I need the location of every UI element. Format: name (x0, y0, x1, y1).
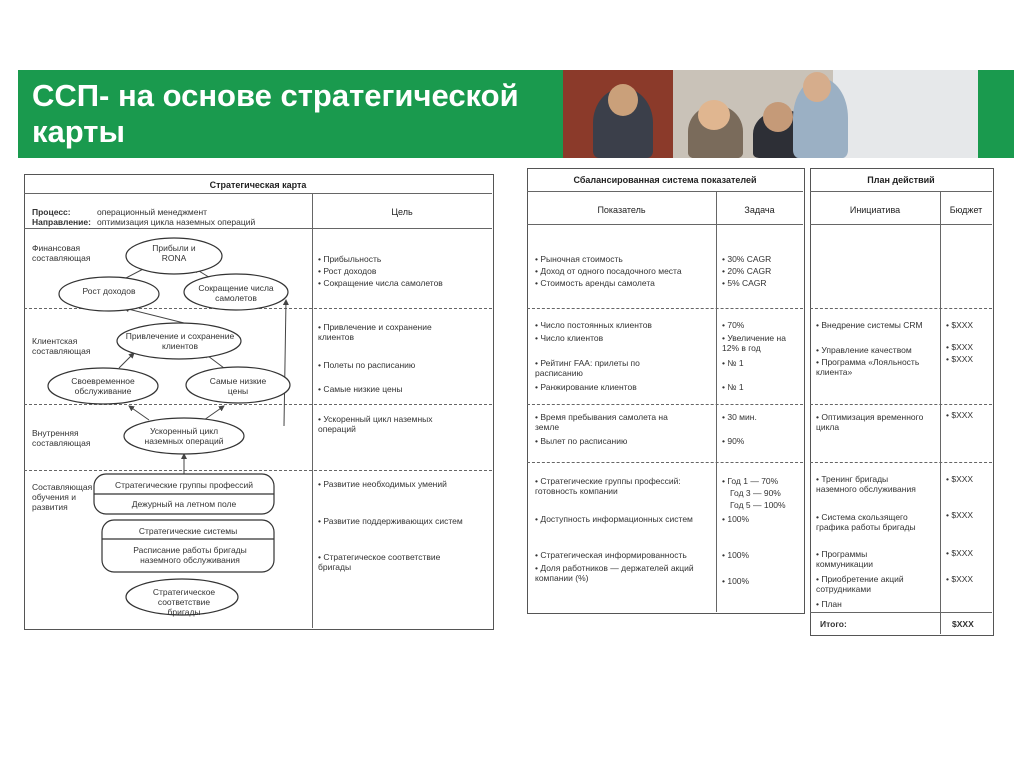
bsc-indicator: • Доход от одного посадочного места (535, 266, 682, 276)
person-face (763, 102, 793, 132)
node-ontime-label: Своевременное обслуживание (71, 376, 135, 396)
divider (940, 191, 941, 634)
bsc-target: • Год 1 — 70% (722, 476, 779, 486)
node-profit-label: Прибыли и RONA (152, 243, 196, 263)
bsc-col-indicator: Показатель (597, 205, 646, 215)
node-systems-title: Стратегические системы (138, 526, 238, 536)
slide-title (32, 78, 519, 150)
divider (527, 404, 803, 405)
goal-item: • Прибыльность (318, 254, 382, 264)
node-lowest-prices-label: Самые низкие цены (209, 376, 267, 396)
action-initiative: • Система скользящего графика работы бригады (816, 512, 916, 532)
slide-title-line2: карты (32, 114, 125, 149)
action-budget: • $XXX (946, 548, 974, 558)
action-budget: • $XXX (946, 354, 974, 364)
action-budget: • $XXX (946, 342, 974, 352)
action-col-initiative: Инициатива (849, 205, 901, 215)
action-budget: • $XXX (946, 510, 974, 520)
action-initiative: • Внедрение системы CRM (816, 320, 923, 330)
divider (810, 224, 992, 225)
node-job-groups-title: Стратегические группы профессий (114, 480, 254, 490)
bsc-target: • 90% (722, 436, 745, 446)
action-initiative: • Приобретение акций сотрудниками (816, 574, 904, 594)
action-budget: • $XXX (946, 574, 974, 584)
bsc-indicator: • Рыночная стоимость (535, 254, 623, 264)
divider (810, 404, 992, 405)
bsc-indicator: • Число постоянных клиентов (535, 320, 652, 330)
strategy-map-title: Стратегическая карта (209, 180, 307, 190)
perspective-learning: Составляющая обучения и развития (32, 482, 93, 512)
bsc-target: • № 1 (722, 382, 744, 392)
action-budget: • $XXX (946, 474, 974, 484)
bsc-indicator: • Доля работников — держателей акций компании (%) (535, 563, 694, 583)
divider (527, 308, 803, 309)
action-initiative: • Оптимизация временного цикла (816, 412, 924, 432)
bsc-target: • 100% (722, 514, 750, 524)
goal-item: • Рост доходов (318, 266, 377, 276)
bsc-target: • 30% CAGR (722, 254, 772, 264)
divider (810, 612, 992, 613)
goal-item: • Ускоренный цикл наземных операций (318, 414, 433, 434)
goal-item: • Развитие поддерживающих систем (318, 516, 463, 526)
divider (24, 193, 492, 194)
action-col-budget: Бюджет (949, 205, 983, 215)
person-face (608, 84, 638, 116)
person-face (698, 100, 730, 130)
direction-value: оптимизация цикла наземных операций (97, 217, 256, 227)
action-budget: • $XXX (946, 410, 974, 420)
goal-item: • Привлечение и сохранение клиентов (318, 322, 432, 342)
total-value: $XXX (952, 619, 974, 629)
team-photo (563, 70, 978, 158)
photo-panel-right (833, 70, 978, 158)
bsc-indicator: • Стратегические группы профессий: готовность компании (535, 476, 681, 496)
perspective-financial: Финансовая составляющая (32, 243, 91, 263)
node-job-groups-sub: Дежурный на летном поле (131, 499, 237, 509)
bsc-indicator: • Доступность информационных систем (535, 514, 693, 524)
divider (810, 191, 992, 192)
goal-item: • Сокращение числа самолетов (318, 278, 443, 288)
goal-item: • Самые низкие цены (318, 384, 403, 394)
title-banner (18, 70, 1014, 158)
bsc-indicator: • Число клиентов (535, 333, 604, 343)
slide-title-line1: ССП- на основе стратегической (32, 78, 519, 113)
goal-item: • Полеты по расписанию (318, 360, 416, 370)
divider (810, 462, 992, 463)
goal-item: • Стратегическое соответствие бригады (318, 552, 441, 572)
bsc-title: Сбалансированная система показателей (573, 175, 757, 185)
node-systems-sub: Расписание работы бригады наземного обслуживания (133, 545, 247, 565)
goal-header: Цель (391, 207, 413, 217)
action-plan-title: План действий (867, 175, 935, 185)
person-face (803, 72, 831, 102)
bsc-target: • 70% (722, 320, 745, 330)
bsc-target: • 30 мин. (722, 412, 757, 422)
direction-label: Направление: (32, 217, 91, 227)
bsc-col-target: Задача (744, 205, 775, 215)
bsc-target: Год 5 — 100% (730, 500, 786, 510)
divider (527, 462, 803, 463)
total-label: Итого: (820, 619, 847, 629)
node-fewer-planes-label: Сокращение числа самолетов (198, 283, 274, 303)
divider (312, 193, 313, 628)
divider (810, 308, 992, 309)
action-initiative: • Программа «Лояльность клиента» (816, 357, 920, 377)
bsc-target: • 100% (722, 576, 750, 586)
action-initiative: • Управление качеством (816, 345, 912, 355)
bsc-target: • 100% (722, 550, 750, 560)
bsc-indicator: • Ранжирование клиентов (535, 382, 637, 392)
bsc-target: • Увеличение на 12% в год (722, 333, 786, 353)
divider (527, 224, 803, 225)
bsc-indicator: • Стоимость аренды самолета (535, 278, 655, 288)
node-revenue-growth-label: Рост доходов (82, 286, 136, 296)
divider (527, 191, 803, 192)
process-value: операционный менеджмент (97, 207, 208, 217)
bsc-target: • 20% CAGR (722, 266, 772, 276)
goal-item: • Развитие необходимых умений (318, 479, 447, 489)
node-attract-label: Привлечение и сохранение клиентов (125, 331, 235, 351)
action-budget: • $XXX (946, 320, 974, 330)
divider (716, 191, 717, 612)
bsc-indicator: • Вылет по расписанию (535, 436, 628, 446)
action-initiative: • Тренинг бригады наземного обслуживания (816, 474, 916, 494)
bsc-indicator: • Рейтинг FAA: прилеты по расписанию (535, 358, 640, 378)
process-label: Процесс: (32, 207, 71, 217)
action-initiative: • План (816, 599, 842, 609)
node-alignment-label: Стратегическое соответствие бригады (152, 587, 216, 617)
perspective-customer: Клиентская составляющая (32, 336, 91, 356)
action-initiative: • Программы коммуникации (816, 549, 874, 569)
perspective-internal: Внутренняя составляющая (32, 428, 91, 448)
bsc-target: Год 3 — 90% (730, 488, 781, 498)
bsc-target: • 5% CAGR (722, 278, 767, 288)
bsc-target: • № 1 (722, 358, 744, 368)
bsc-indicator: • Стратегическая информированность (535, 550, 687, 560)
bsc-indicator: • Время пребывания самолета на земле (535, 412, 668, 432)
node-fast-cycle-label: Ускоренный цикл наземных операций (144, 426, 224, 446)
